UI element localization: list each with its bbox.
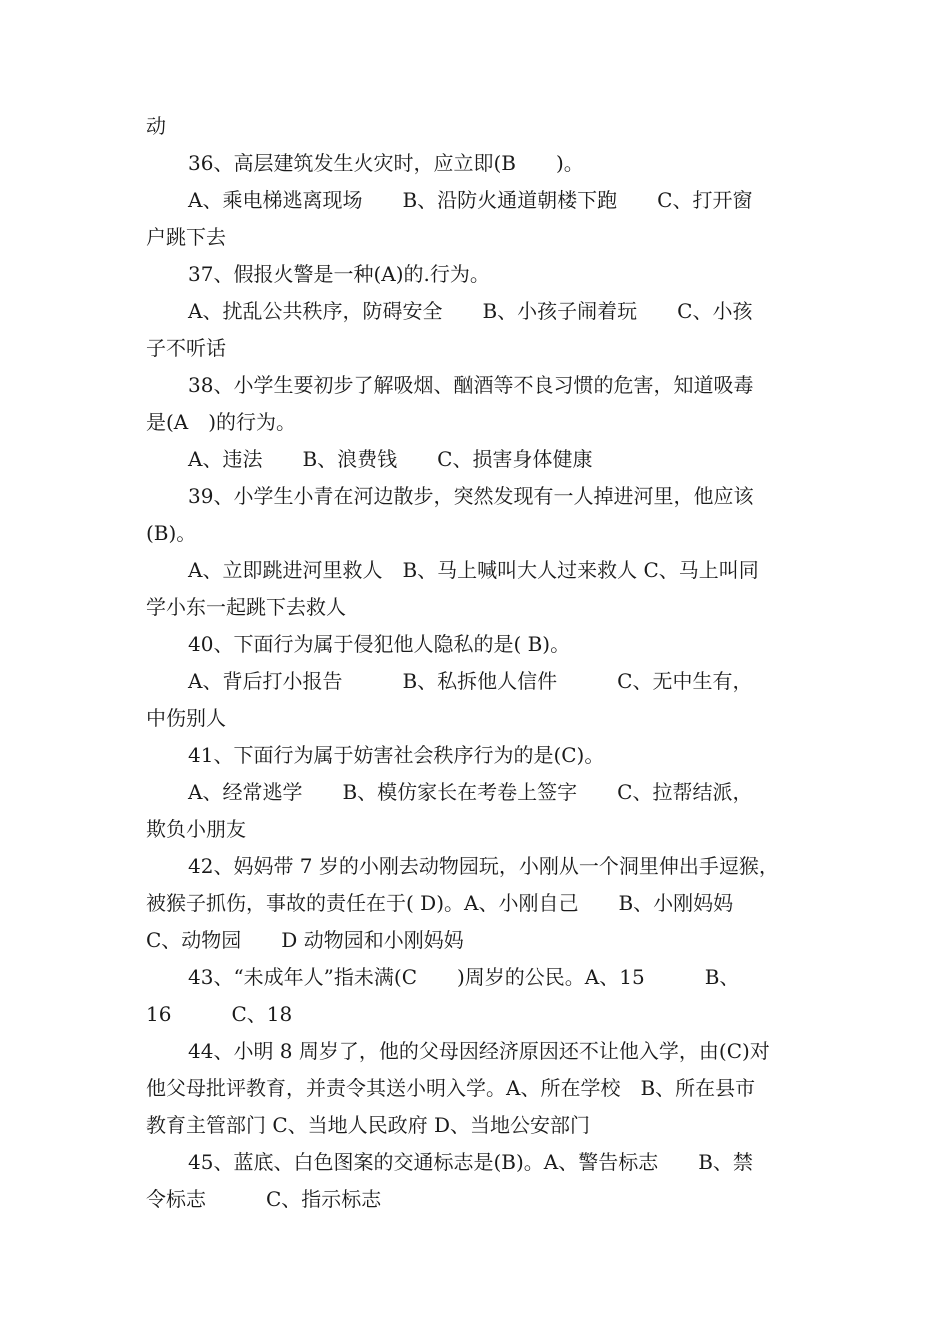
text-line: 令标志 C、指示标志 [146, 1187, 382, 1211]
text-line: A、扰乱公共秩序，防碍安全 B、小孩子闹着玩 C、小孩 [188, 299, 753, 323]
text-line: 户跳下去 [146, 225, 226, 249]
text-line: 中伤别人 [146, 706, 226, 730]
text-line: A、违法 B、浪费钱 C、损害身体健康 [188, 447, 593, 471]
text-line: 40、下面行为属于侵犯他人隐私的是( B)。 [188, 632, 571, 656]
text-line: 16 C、18 [146, 1002, 293, 1026]
text-line: A、乘电梯逃离现场 B、沿防火通道朝楼下跑 C、打开窗 [188, 188, 753, 212]
document-body [146, 108, 816, 1218]
text-line: A、立即跳进河里救人 B、马上喊叫大人过来救人 C、马上叫同 [188, 558, 759, 582]
text-line: 41、下面行为属于妨害社会秩序行为的是(C)。 [188, 743, 605, 767]
text-line: 学小东一起跳下去救人 [146, 595, 346, 619]
text-line: 44、小明 8 周岁了，他的父母因经济原因还不让他入学，由(C)对 [188, 1039, 770, 1063]
text-line: 45、蓝底、白色图案的交通标志是(B)。A、警告标志 B、禁 [188, 1150, 753, 1174]
text-line: 被猴子抓伤，事故的责任在于( D)。A、小刚自己 B、小刚妈妈 [146, 891, 734, 915]
text-line: 36、高层建筑发生火灾时，应立即(B )。 [188, 151, 584, 175]
text-line: (B)。 [146, 521, 197, 545]
text-line: A、背后打小报告 B、私拆他人信件 C、无中生有， [188, 669, 753, 693]
text-line: 39、小学生小青在河边散步，突然发现有一人掉进河里，他应该 [188, 484, 754, 508]
text-line: C、动物园 D 动物园和小刚妈妈 [146, 928, 464, 952]
text-line: A、经常逃学 B、模仿家长在考卷上签字 C、拉帮结派， [188, 780, 753, 804]
text-line: 37、假报火警是一种(A)的.行为。 [188, 262, 490, 286]
text-line: 子不听话 [146, 336, 226, 360]
text-line: 欺负小朋友 [146, 817, 246, 841]
text-line: 动 [146, 114, 166, 138]
text-line: 教育主管部门 C、当地人民政府 D、当地公安部门 [146, 1113, 591, 1137]
text-line: 42、妈妈带 7 岁的小刚去动物园玩，小刚从一个洞里伸出手逗猴， [188, 854, 779, 878]
text-line: 43、“未成年人”指未满(C )周岁的公民。A、15 B、 [188, 965, 740, 989]
text-line: 是(A )的行为。 [146, 410, 297, 434]
text-line: 他父母批评教育，并责令其送小明入学。A、所在学校 B、所在县市 [146, 1076, 756, 1100]
text-line: 38、小学生要初步了解吸烟、酗酒等不良习惯的危害，知道吸毒 [188, 373, 754, 397]
